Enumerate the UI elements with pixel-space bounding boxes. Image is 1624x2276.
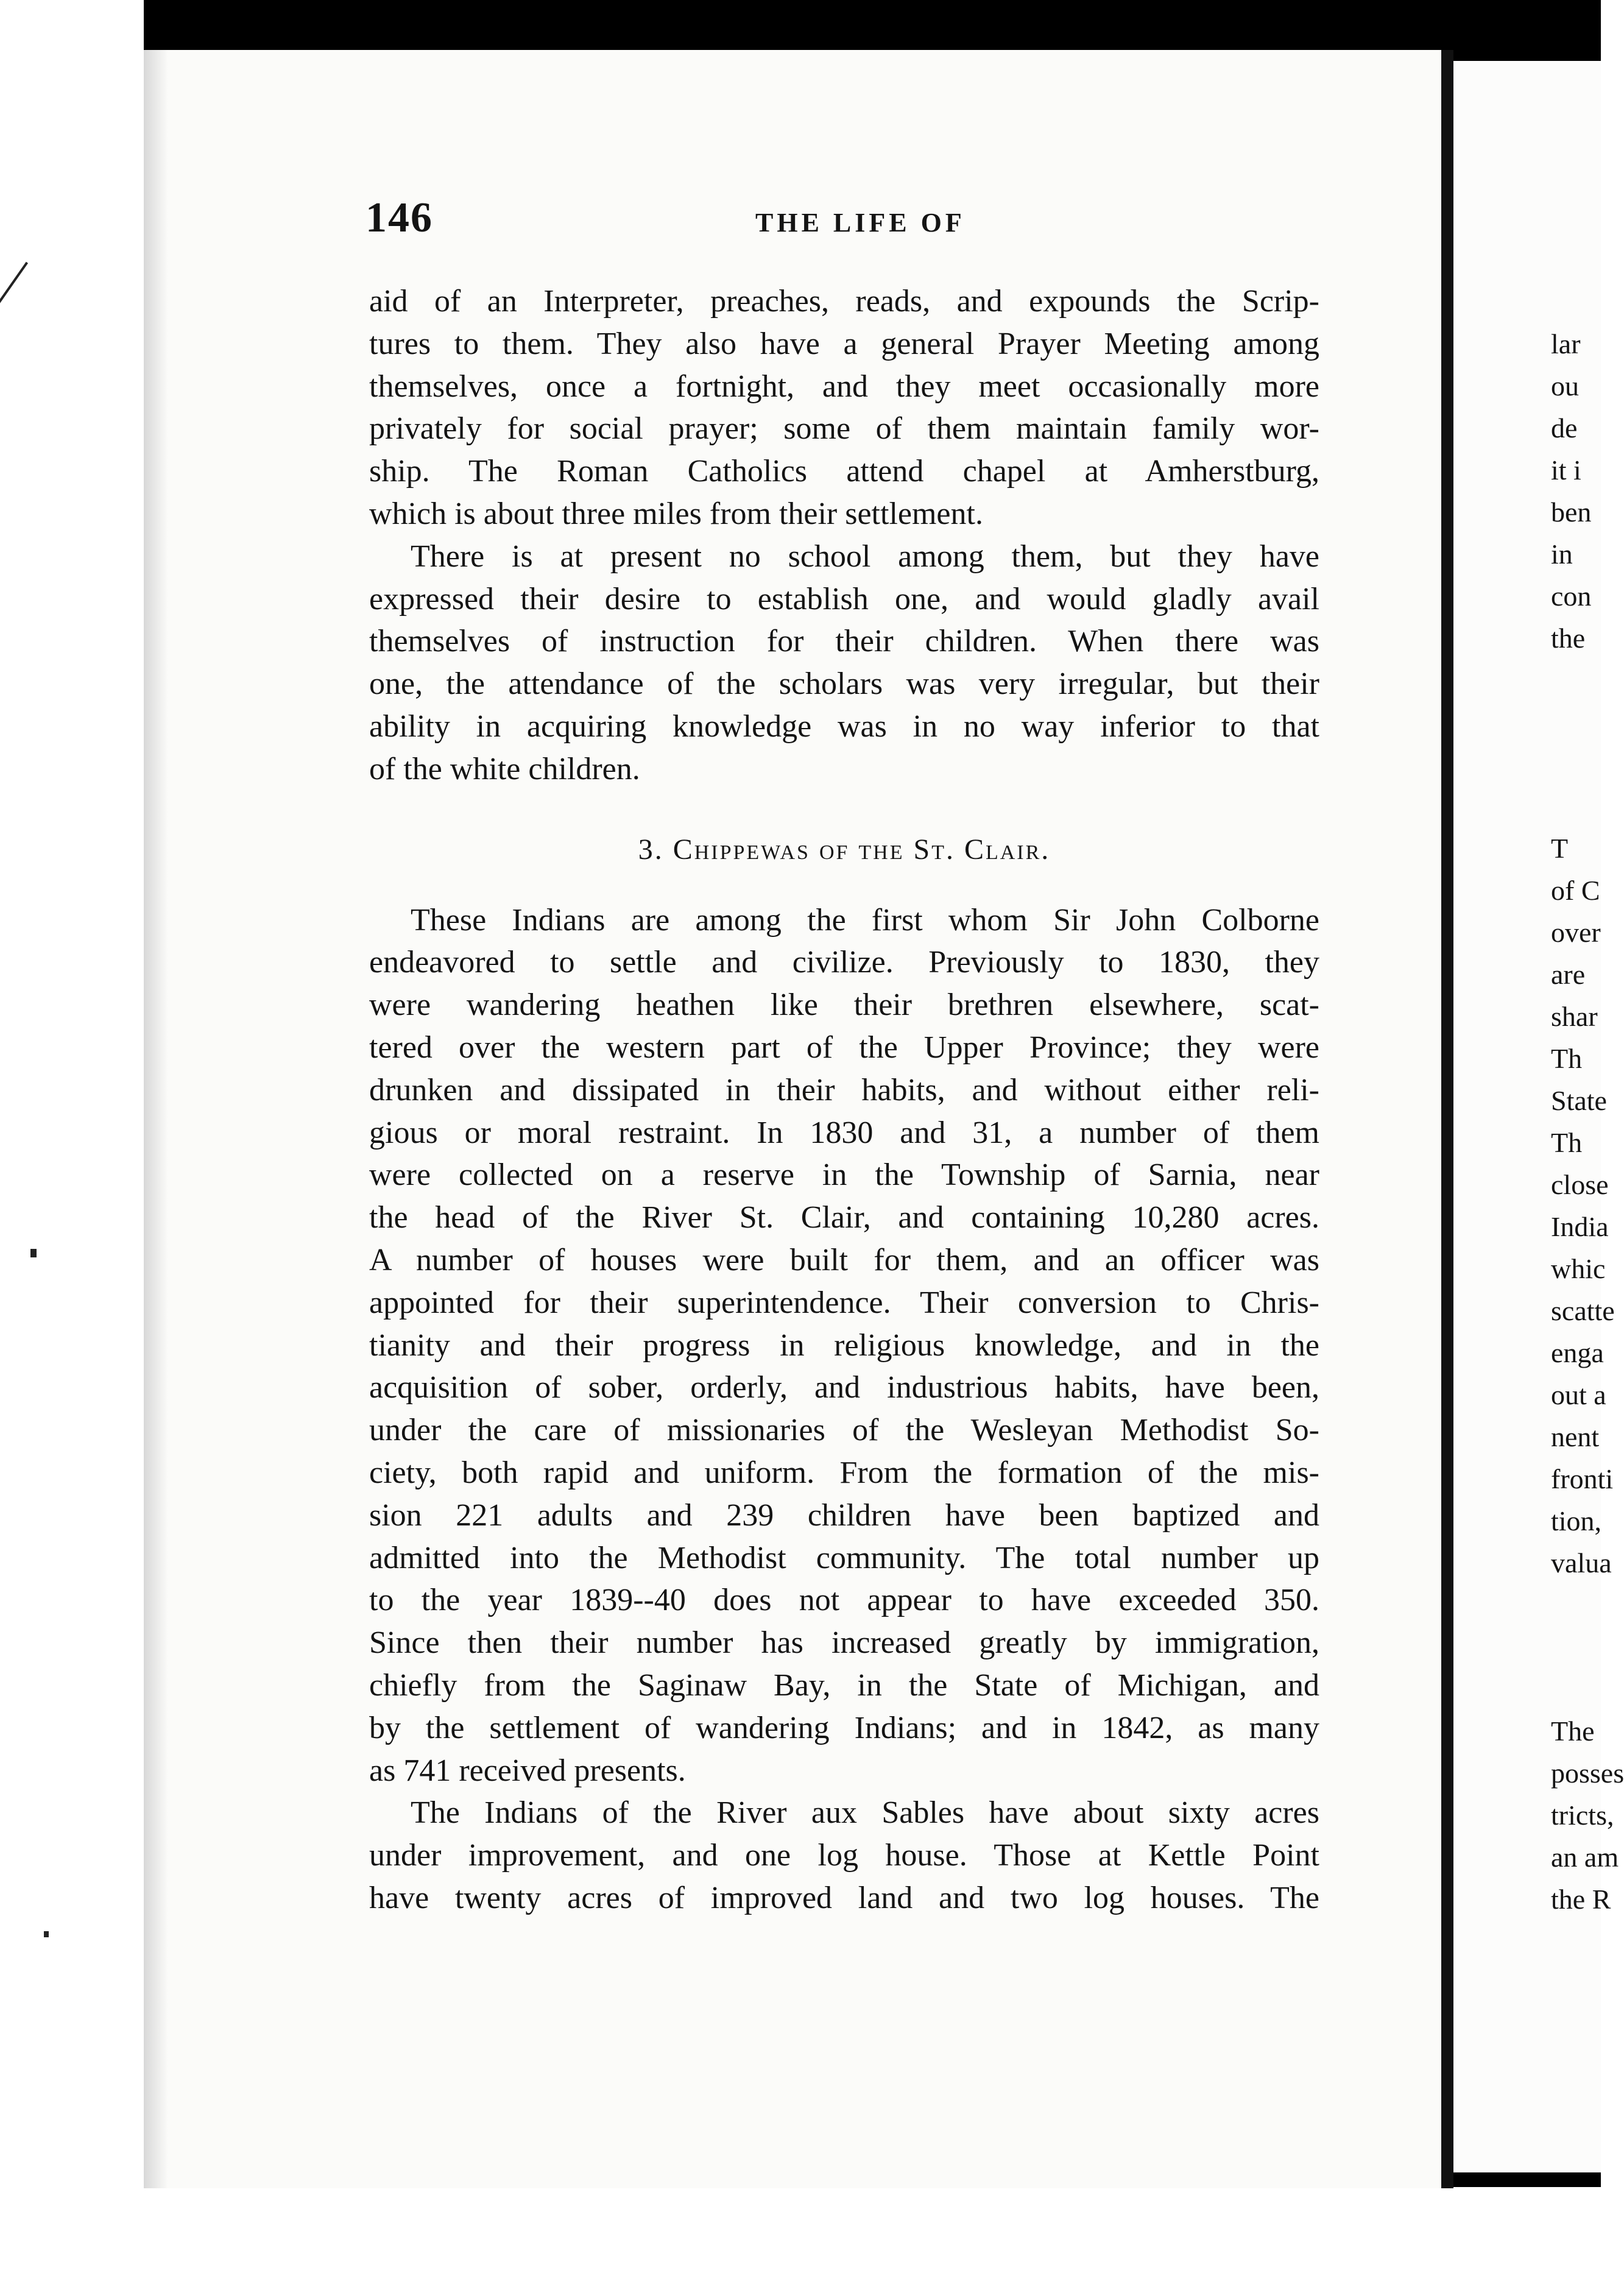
text-line: endeavored to settle and civilize. Previously to 1830, they [369,945,1319,980]
text-line: the head of the River St. Clair, and containing 10,280 acres. [369,1200,1319,1235]
scan-bottom-margin [0,2187,1601,2276]
text-line: themselves, once a fortnight, and they meet occasionally more [369,369,1319,404]
right-page-line: the [1551,623,1586,654]
text-line: were collected on a reserve in the Township of Sarnia, near [369,1157,1319,1193]
right-page-fragment [1453,61,1624,2172]
text-line: acquisition of sober, orderly, and industrious habits, have been, [369,1370,1319,1405]
text-line: tures to them. They also have a general Prayer Meeting among [369,326,1319,361]
paragraph [369,899,1319,1792]
paragraph [369,280,1319,535]
text-line: drunken and dissipated in their habits, and without either reli- [369,1072,1319,1108]
right-page-line: The [1551,1716,1595,1747]
scan-artifact-dot [44,1931,49,1937]
right-page-line: Th [1551,1043,1583,1074]
right-page-line: enga [1551,1337,1604,1368]
text-line: were wandering heathen like their brethren elsewhere, scat- [369,988,1319,1023]
text-line: There is at present no school among them, but they have [411,539,1319,574]
right-page-line: are [1551,959,1586,990]
right-page-line: India [1551,1211,1609,1242]
text-line: themselves of instruction for their children. When there was [369,624,1319,659]
right-page-line: tricts, [1551,1800,1614,1831]
text-line: one, the attendance of the scholars was very irregular, but their [369,666,1319,702]
scan-artifact-dot [30,1249,37,1257]
right-page-line: an am [1551,1842,1619,1873]
right-page-line: nent [1551,1421,1600,1452]
text-line: to the year 1839--40 does not appear to have exceeded 350. [369,1583,1319,1618]
text-line: by the settlement of wandering Indians; and in 1842, as many [369,1710,1319,1745]
right-page-line: con [1551,581,1592,612]
text-line: of the white children. [369,751,640,786]
right-page-line [1453,659,1601,701]
book-gutter [1441,50,1453,2188]
right-page-line: T [1551,833,1569,864]
right-page-line [1453,1668,1601,1710]
right-page-line [1453,785,1601,827]
right-page-line [1453,1626,1601,1668]
page-number: 146 [365,194,433,241]
text-line: These Indians are among the first whom Sir John Colborne [411,902,1319,938]
text-line: tianity and their progress in religious knowledge, and in the [369,1327,1319,1363]
right-page-line: over [1551,917,1601,948]
right-page-line [1453,1584,1601,1626]
page-edge-shadow [144,50,168,2188]
text-line: ship. The Roman Catholics attend chapel at Amherstburg, [369,454,1319,489]
text-line: tered over the western part of the Upper Province; they were [369,1030,1319,1065]
right-page-line [1453,743,1601,785]
right-page-line: valua [1551,1547,1612,1578]
text-line: The Indians of the River aux Sables have about sixty acres [411,1795,1319,1831]
text-line: gious or moral restraint. In 1830 and 31, a number of them [369,1115,1319,1150]
text-line: under the care of missionaries of the Wesleyan Methodist So- [369,1413,1319,1448]
right-page-line [1453,701,1601,743]
text-line: expressed their desire to establish one, and would gladly avail [369,581,1319,617]
right-page-line: close [1551,1169,1609,1200]
text-line: as 741 received presents. [369,1753,686,1788]
text-line: under improvement, and one log house. Those at Kettle Point [369,1838,1319,1873]
text-line: privately for social prayer; some of them maintain family wor- [369,411,1319,447]
text-line: have twenty acres of improved land and two log houses. The [369,1880,1319,1915]
right-page-line: ben [1551,497,1592,528]
section-heading: 3. Chippewas of the St. Clair. [638,833,1051,866]
right-page-line: ou [1551,370,1579,401]
right-page-line: of C [1551,875,1600,906]
scan-left-margin [0,0,144,2276]
page-header [365,194,1319,249]
right-page-line: fronti [1551,1463,1614,1494]
text-line: sion 221 adults and 239 children have been baptized and [369,1497,1319,1533]
paragraph [369,1792,1319,1919]
right-page-line: posses [1551,1758,1624,1789]
right-page-line: in [1551,539,1573,570]
text-line: A number of houses were built for them, and an officer was [369,1242,1319,1278]
right-page-line: tion, [1551,1505,1602,1536]
right-page-line: out a [1551,1379,1606,1410]
right-page-line: Th [1551,1127,1583,1158]
text-line: which is about three miles from their settlement. [369,496,983,531]
text-line: aid of an Interpreter, preaches, reads, and expounds the Scrip- [369,284,1319,319]
text-line: ability in acquiring knowledge was in no way inferior to that [369,709,1319,744]
paragraph [369,535,1319,791]
right-page-line: de [1551,412,1578,444]
running-head: THE LIFE OF [755,208,966,238]
text-line: ciety, both rapid and uniform. From the formation of the mis- [369,1455,1319,1490]
right-page-line: it i [1551,454,1581,486]
right-page-line: the R [1551,1884,1611,1915]
text-line: Since then their number has increased greatly by immigration, [369,1625,1319,1661]
right-page-line: scatte [1551,1295,1615,1326]
right-page-text [1453,323,1624,1920]
right-page-line: State [1551,1085,1607,1116]
right-page-line: lar [1551,328,1581,359]
right-page-line: whic [1551,1253,1606,1284]
page-body [369,280,1319,1920]
text-line: chiefly from the Saginaw Bay, in the State of Michigan, and [369,1667,1319,1703]
text-line: admitted into the Methodist community. The total number up [369,1540,1319,1575]
right-page-line: shar [1551,1001,1598,1032]
text-line: appointed for their superintendence. Their conversion to Chris- [369,1285,1319,1320]
